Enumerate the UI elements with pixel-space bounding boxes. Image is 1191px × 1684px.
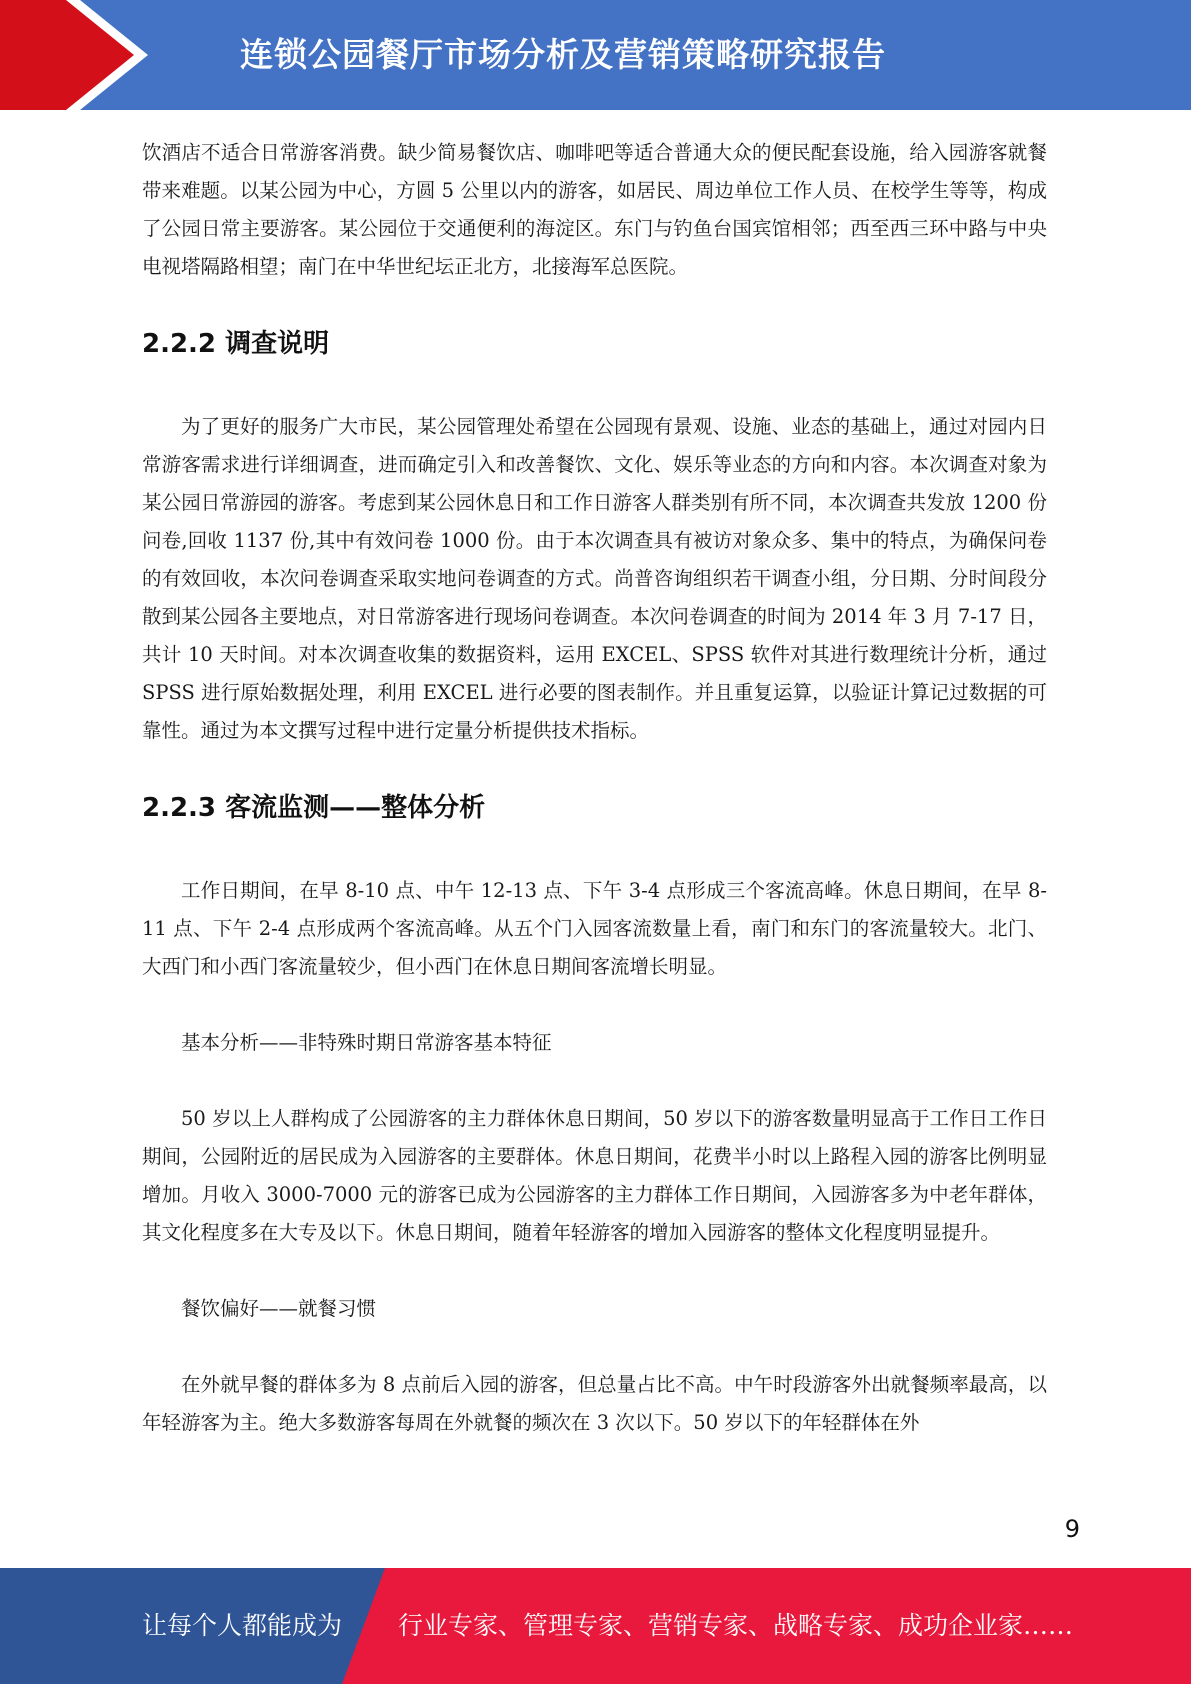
page-number: 9: [1064, 1515, 1080, 1543]
section-heading-traffic: 2.2.3 客流监测——整体分析: [142, 793, 486, 823]
page-header: [0, 0, 1191, 110]
subheading-basic-analysis: 基本分析——非特殊时期日常游客基本特征: [181, 1031, 552, 1054]
subheading-dining-preference: 餐饮偏好——就餐习惯: [181, 1297, 377, 1320]
body-paragraph: 50 岁以上人群构成了公园游客的主力群体休息日期间，50 岁以下的游客数量明显高于工作日工作日期间，公园附近的居民成为入园游客的主要群体。休息日期间，花费半小时以上路程入园的游客比例明显增加。月收入 3000-7000 元的游客已成为公园游客的主力群体工作日期间，入园游客多为中老年群体，其文化程度多在大专及以下。休息日期间，随着年轻游客的增加入园游客的整体文化程度明显提升。: [142, 1107, 1047, 1244]
document-title: 连锁公园餐厅市场分析及营销策略研究报告: [240, 35, 886, 74]
footer-slogan-right: 行业专家、管理专家、营销专家、战略专家、成功企业家……: [398, 1611, 1074, 1640]
body-paragraph: 工作日期间，在早 8-10 点、中午 12-13 点、下午 3-4 点形成三个客流高峰。休息日期间，在早 8-11 点、下午 2-4 点形成两个客流高峰。从五个门入园客流数量上看，南门和东门的客流量较大。北门、大西门和小西门客流量较少，但小西门在休息日期间客流增长明显。: [142, 879, 1047, 978]
body-paragraph: 饮酒店不适合日常游客消费。缺少简易餐饮店、咖啡吧等适合普通大众的便民配套设施，给入园游客就餐带来难题。以某公园为中心，方圆 5 公里以内的游客，如居民、周边单位工作人员、在校学生等等，构成了公园日常主要游客。某公园位于交通便利的海淀区。东门与钓鱼台国宾馆相邻；西至西三环中路与中央电视塔隔路相望；南门在中华世纪坛正北方，北接海军总医院。: [142, 141, 1047, 278]
body-paragraph: 在外就早餐的群体多为 8 点前后入园的游客，但总量占比不高。中午时段游客外出就餐频率最高，以年轻游客为主。绝大多数游客每周在外就餐的频次在 3 次以下。50 岁以下的年轻群体在外: [142, 1373, 1047, 1434]
footer-slogan-left: 让每个人都能成为: [142, 1611, 343, 1640]
document-body: [142, 134, 1047, 1442]
page-footer: [0, 1568, 1191, 1684]
body-paragraph: 为了更好的服务广大市民，某公园管理处希望在公园现有景观、设施、业态的基础上，通过对园内日常游客需求进行详细调查，进而确定引入和改善餐饮、文化、娱乐等业态的方向和内容。本次调查对象为某公园日常游园的游客。考虑到某公园休息日和工作日游客人群类别有所不同，本次调查共发放 1200 份问卷,回收 1137 份,其中有效问卷 1000 份。由于本次调查具有被访对象众多、集中的特点，为确保问卷的有效回收，本次问卷调查采取实地问卷调查的方式。尚普咨询组织若干调查小组，分日期、分时间段分散到某公园各主要地点，对日常游客进行现场问卷调查。本次问卷调查的时间为 2014 年 3 月 7-17 日，共计 10 天时间。对本次调查收集的数据资料，运用 EXCEL、SPSS 软件对其进行数理统计分析，通过 SPSS 进行原始数据处理，利用 EXCEL 进行必要的图表制作。并且重复运算，以验证计算记过数据的可靠性。通过为本文撰写过程中进行定量分析提供技术指标。: [142, 415, 1047, 742]
section-heading-survey: 2.2.2 调查说明: [142, 329, 330, 359]
